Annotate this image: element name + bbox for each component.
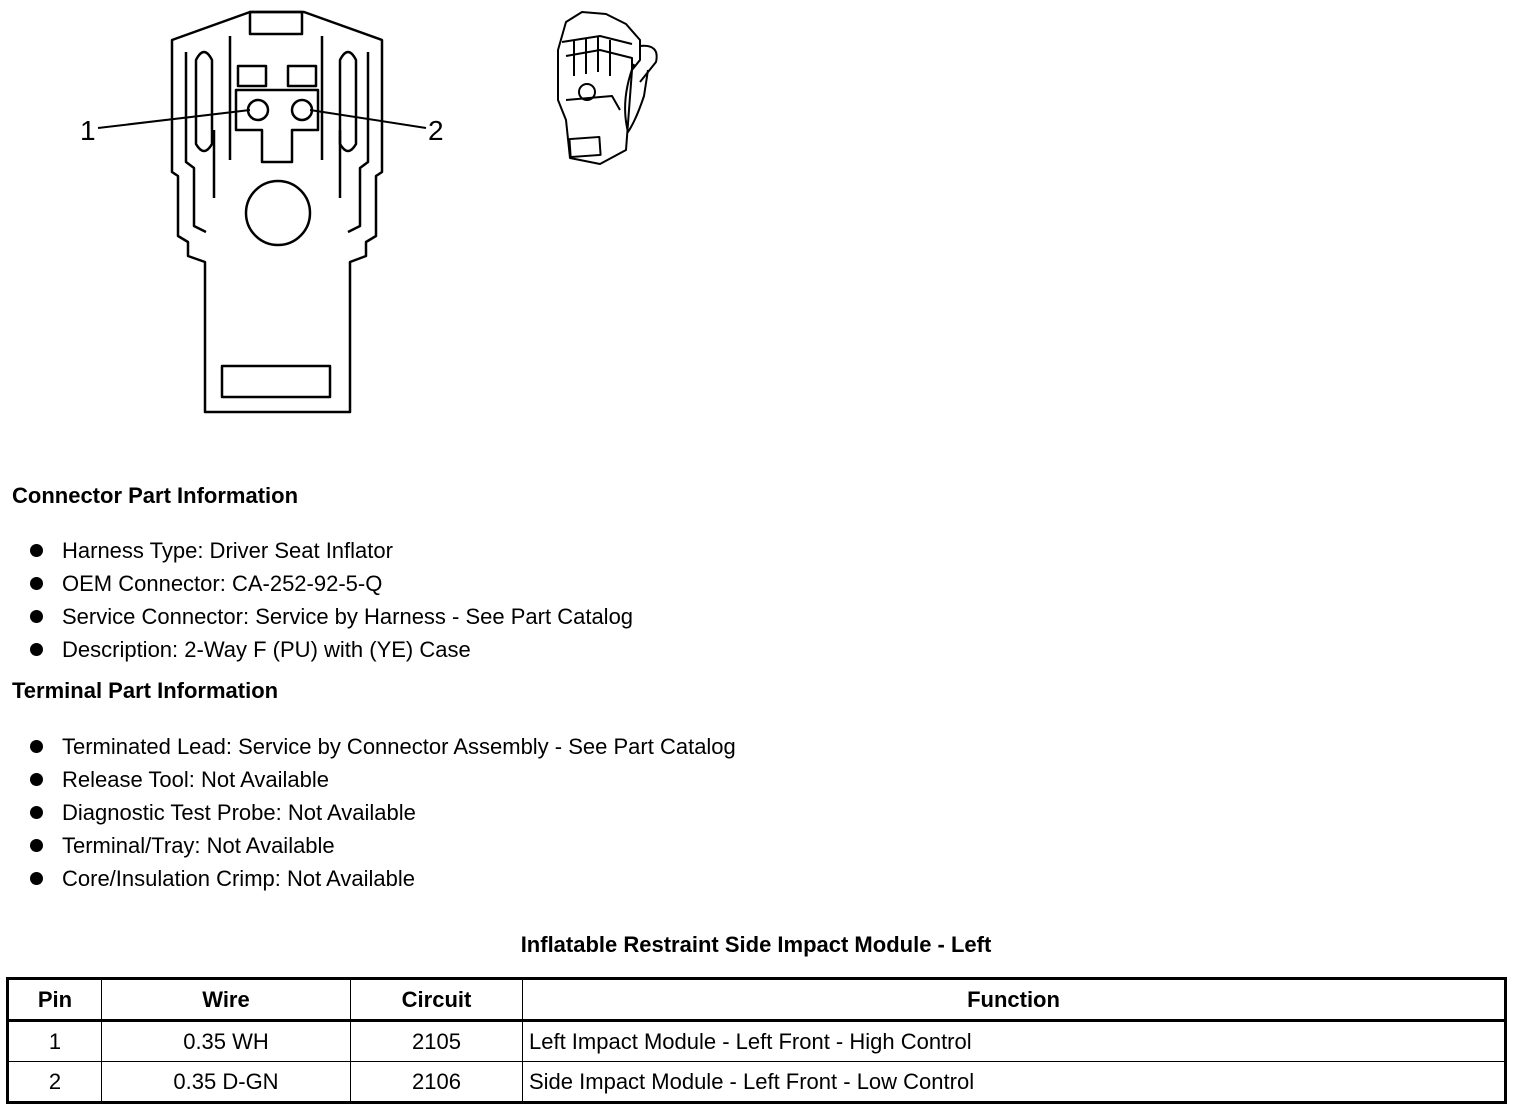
bullet-icon xyxy=(30,544,43,557)
list-item xyxy=(28,633,633,666)
cavity-1 xyxy=(248,100,268,120)
connector-isometric-view xyxy=(558,12,657,164)
pin-label-1: 1 xyxy=(80,115,96,146)
wire-cell: 0.35 WH xyxy=(102,1021,351,1062)
pin-table-title: Inflatable Restraint Side Impact Module - Left xyxy=(520,932,992,957)
service-connector-text: Service Connector: Service by Harness - See Part Catalog xyxy=(62,604,634,629)
bullet-icon xyxy=(30,872,43,885)
list-item xyxy=(28,796,736,829)
pin-label-2: 2 xyxy=(428,115,444,146)
bullet-icon xyxy=(30,740,43,753)
label-window xyxy=(222,366,330,397)
circuit-cell: 2105 xyxy=(351,1021,523,1062)
terminal-part-information-heading: Terminal Part Information xyxy=(12,678,279,703)
terminated-lead-text: Terminated Lead: Service by Connector Assembly - See Part Catalog xyxy=(62,734,736,759)
bullet-icon xyxy=(30,773,43,786)
locator-hole xyxy=(246,181,310,245)
column-header-wire: Wire xyxy=(102,979,351,1021)
column-header-circuit: Circuit xyxy=(351,979,523,1021)
release-tool-text: Release Tool: Not Available xyxy=(62,767,330,792)
list-item xyxy=(28,534,633,567)
list-item xyxy=(28,567,633,600)
table-header-row xyxy=(8,979,1506,1021)
connector-face-diagram xyxy=(0,0,700,430)
column-header-function: Function xyxy=(523,979,1506,1021)
bullet-icon xyxy=(30,577,43,590)
list-item xyxy=(28,763,736,796)
diagnostic-test-probe-text: Diagnostic Test Probe: Not Available xyxy=(62,800,416,825)
list-item xyxy=(28,829,736,862)
bullet-icon xyxy=(30,643,43,656)
pin-cell: 2 xyxy=(8,1062,102,1103)
cavity-2 xyxy=(292,100,312,120)
bullet-icon xyxy=(30,806,43,819)
list-item xyxy=(28,730,736,763)
function-cell: Left Impact Module - Left Front - High Control xyxy=(523,1021,1506,1062)
column-header-pin: Pin xyxy=(8,979,102,1021)
connector-part-information-list xyxy=(28,534,633,666)
function-cell: Side Impact Module - Left Front - Low Control xyxy=(523,1062,1506,1103)
pin-table xyxy=(6,977,1507,1104)
bullet-icon xyxy=(30,610,43,623)
connector-top-tab xyxy=(250,12,302,34)
harness-type-text: Harness Type: Driver Seat Inflator xyxy=(62,538,393,563)
connector-part-information-heading: Connector Part Information xyxy=(12,483,299,508)
wire-cell: 0.35 D-GN xyxy=(102,1062,351,1103)
oem-connector-text: OEM Connector: CA-252-92-5-Q xyxy=(62,571,383,596)
terminal-part-information-list xyxy=(28,730,736,895)
table-row xyxy=(8,1021,1506,1062)
description-text: Description: 2-Way F (PU) with (YE) Case xyxy=(62,637,471,662)
circuit-cell: 2106 xyxy=(351,1062,523,1103)
connector-housing-outline xyxy=(172,12,382,412)
core-insulation-crimp-text: Core/Insulation Crimp: Not Available xyxy=(62,866,415,891)
pin-cell: 1 xyxy=(8,1021,102,1062)
terminal-tray-text: Terminal/Tray: Not Available xyxy=(62,833,335,858)
bullet-icon xyxy=(30,839,43,852)
table-row xyxy=(8,1062,1506,1103)
list-item xyxy=(28,600,633,633)
list-item xyxy=(28,862,736,895)
